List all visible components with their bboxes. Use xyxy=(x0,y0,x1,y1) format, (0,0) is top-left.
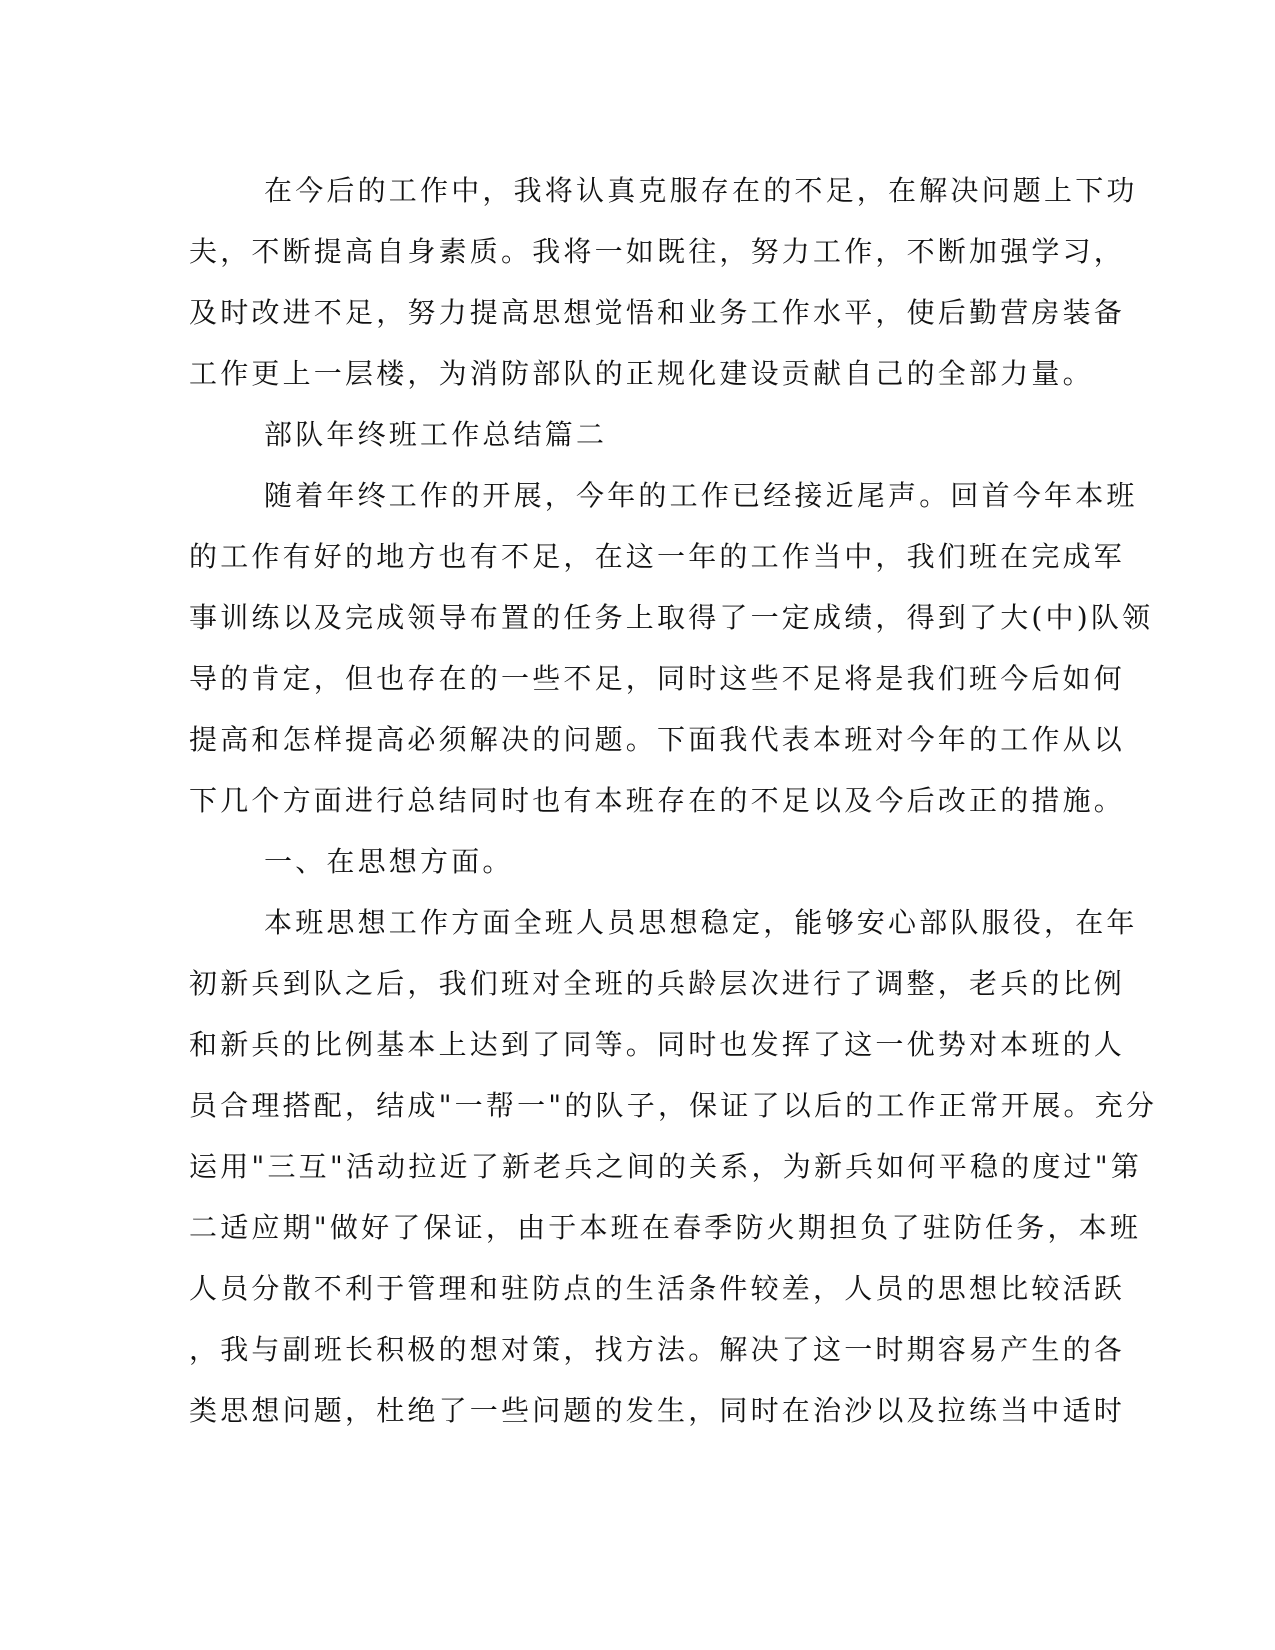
paragraph-line: 在今后的工作中，我将认真克服存在的不足，在解决问题上下功 xyxy=(264,174,1138,207)
paragraph-line: 人员分散不利于管理和驻防点的生活条件较差，人员的思想比较活跃 xyxy=(189,1272,1126,1305)
paragraph-line: 员合理搭配，结成"一帮一"的队子，保证了以后的工作正常开展。充分 xyxy=(189,1089,1158,1122)
paragraph-line: 事训练以及完成领导布置的任务上取得了一定成绩，得到了大(中)队领 xyxy=(189,601,1154,634)
paragraph-line: 和新兵的比例基本上达到了同等。同时也发挥了这一优势对本班的人 xyxy=(189,1028,1126,1061)
paragraph-line: 下几个方面进行总结同时也有本班存在的不足以及今后改正的措施。 xyxy=(189,784,1126,817)
document-body xyxy=(189,160,1158,1441)
section-heading: 部队年终班工作总结篇二 xyxy=(264,418,608,451)
subsection-heading: 一、在思想方面。 xyxy=(264,845,514,878)
paragraph-line: 二适应期"做好了保证，由于本班在春季防火期担负了驻防任务，本班 xyxy=(189,1211,1142,1244)
paragraph-line: 提高和怎样提高必须解决的问题。下面我代表本班对今年的工作从以 xyxy=(189,723,1126,756)
paragraph-line: 随着年终工作的开展，今年的工作已经接近尾声。回首今年本班 xyxy=(264,479,1138,512)
paragraph-line: 夫，不断提高自身素质。我将一如既往，努力工作，不断加强学习， xyxy=(189,235,1126,268)
paragraph-line: 类思想问题，杜绝了一些问题的发生，同时在治沙以及拉练当中适时 xyxy=(189,1394,1126,1427)
paragraph-line: 运用"三互"活动拉近了新老兵之间的关系，为新兵如何平稳的度过"第 xyxy=(189,1150,1143,1183)
paragraph-line: 导的肯定，但也存在的一些不足，同时这些不足将是我们班今后如何 xyxy=(189,662,1126,695)
paragraph-line: 及时改进不足，努力提高思想觉悟和业务工作水平，使后勤营房装备 xyxy=(189,296,1126,329)
paragraph-line: 的工作有好的地方也有不足，在这一年的工作当中，我们班在完成军 xyxy=(189,540,1126,573)
paragraph-line: ，我与副班长积极的想对策，找方法。解决了这一时期容易产生的各 xyxy=(189,1333,1126,1366)
paragraph-line: 工作更上一层楼，为消防部队的正规化建设贡献自己的全部力量。 xyxy=(189,357,1094,390)
paragraph-line: 初新兵到队之后，我们班对全班的兵龄层次进行了调整，老兵的比例 xyxy=(189,967,1126,1000)
paragraph-line: 本班思想工作方面全班人员思想稳定，能够安心部队服役，在年 xyxy=(264,906,1138,939)
